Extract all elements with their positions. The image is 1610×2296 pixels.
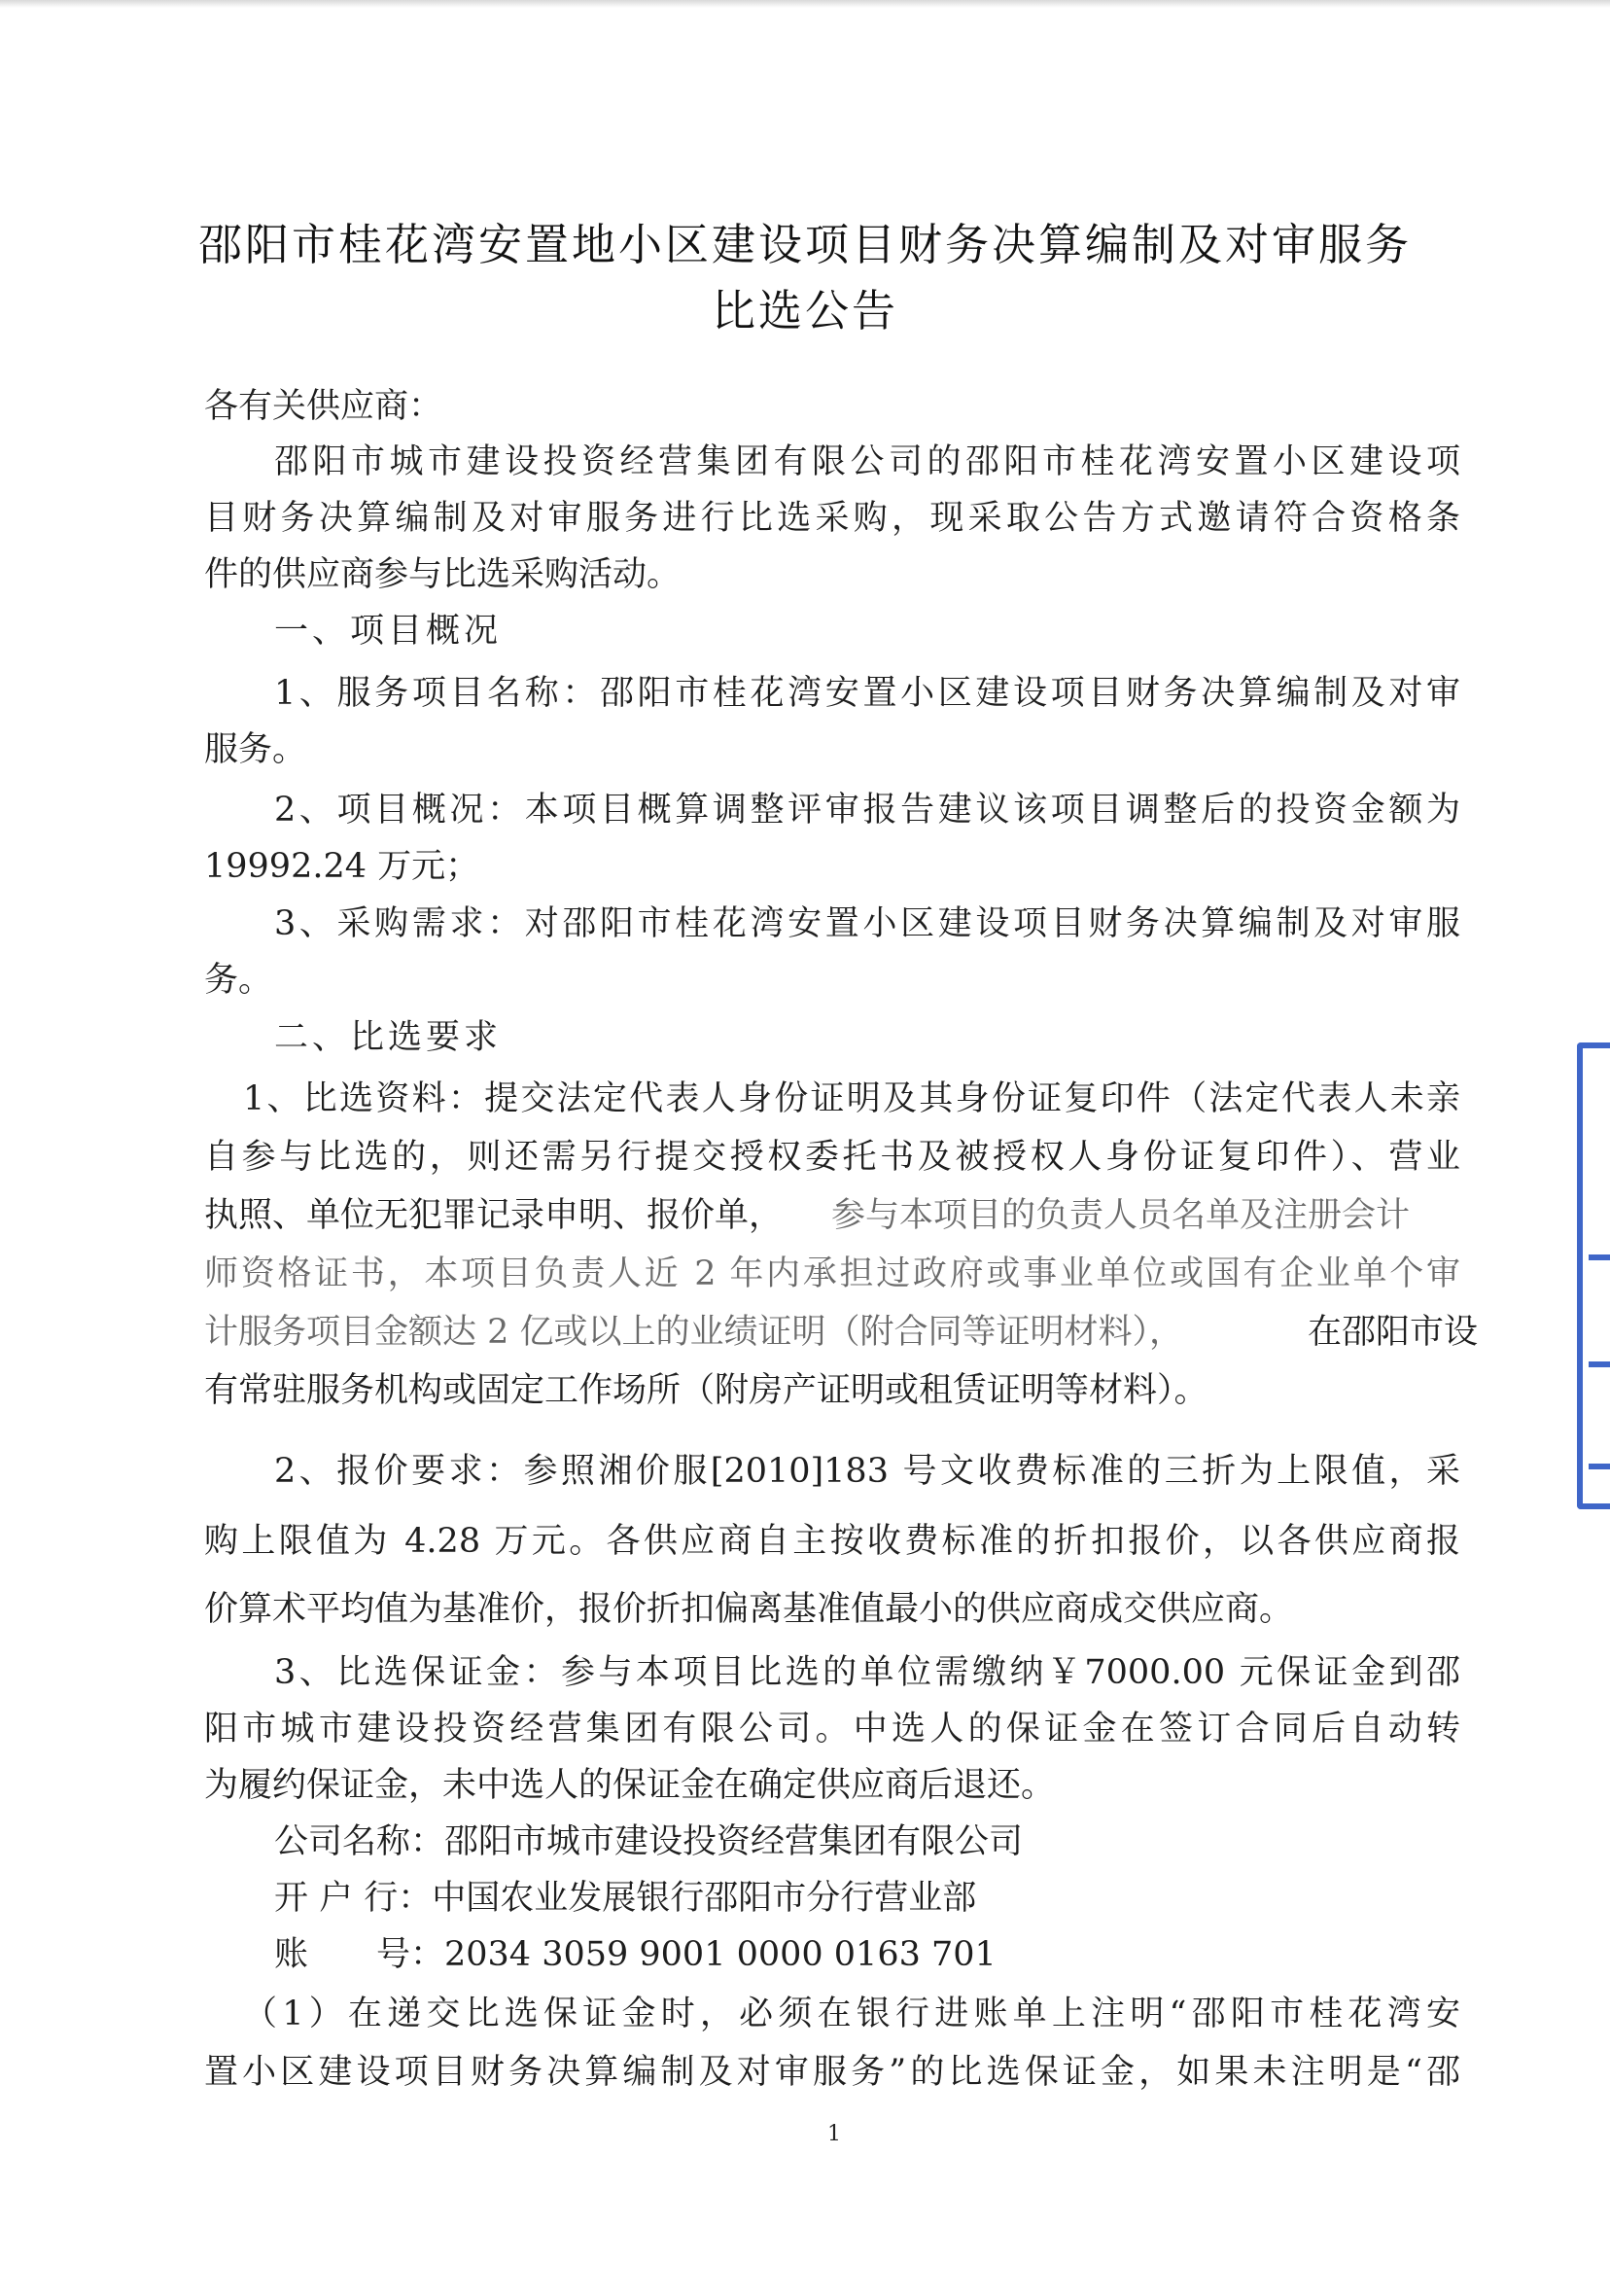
section2-item3-line: 3、比选保证金：参与本项目比选的单位需缴纳￥7000.00 元保证金到邵 <box>274 1653 1460 1692</box>
section2-item3-line: 为履约保证金，未中选人的保证金在确定供应商后退还。 <box>204 1766 1056 1805</box>
section2-item2-line: 购上限值为 4.28 万元。各供应商自主按收费标准的折扣报价，以各供应商报 <box>204 1522 1460 1561</box>
salutation: 各有关供应商： <box>204 387 443 426</box>
bank-account-number: 账 号：2034 3059 9001 0000 0163 701 <box>274 1935 997 1974</box>
intro-line: 件的供应商参与比选采购活动。 <box>204 555 682 594</box>
seal-stamp-edge <box>1577 1042 1610 1509</box>
section2-item1-line: 师资格证书，本项目负责人近 2 年内承担过政府或事业单位或国有企业单个审 <box>204 1254 1460 1293</box>
section1-item1-line: 1、服务项目名称：邵阳市桂花湾安置小区建设项目财务决算编制及对审 <box>274 674 1460 713</box>
section2-item1-line: 执照、单位无犯罪记录申明、报价单， <box>204 1196 784 1235</box>
section2-item1-line: 在邵阳市设 <box>1308 1313 1479 1352</box>
seal-stamp-mark <box>1589 1254 1610 1260</box>
bank-branch: 开 户 行：中国农业发展银行邵阳市分行营业部 <box>274 1879 977 1918</box>
section1-item3-line: 务。 <box>204 961 273 1000</box>
section2-item2-line: 价算术平均值为基准价，报价折扣偏离基准值最小的供应商成交供应商。 <box>204 1590 1294 1629</box>
section2-item1-line: 自参与比选的，则还需另行提交授权委托书及被授权人身份证复印件）、营业 <box>204 1138 1460 1177</box>
document-title-line1: 邵阳市桂花湾安置地小区建设项目财务决算编制及对审服务 <box>197 219 1412 270</box>
section2-item1-line: 计服务项目金额达 2 亿或以上的业绩证明（附合同等证明材料）， <box>204 1313 1184 1352</box>
intro-line: 邵阳市城市建设投资经营集团有限公司的邵阳市桂花湾安置小区建设项 <box>274 442 1460 481</box>
section1-item2-line: 19992.24 万元； <box>204 847 480 886</box>
section2-item2-line: 2、报价要求：参照湘价服[2010]183 号文收费标准的三折为上限值，采 <box>274 1452 1460 1491</box>
seal-stamp-mark <box>1589 1464 1610 1469</box>
section2-item3-line: 阳市城市建设投资经营集团有限公司。中选人的保证金在签订合同后自动转 <box>204 1710 1460 1748</box>
bank-company-name: 公司名称：邵阳市城市建设投资经营集团有限公司 <box>274 1822 1024 1861</box>
section1-item3-line: 3、采购需求：对邵阳市桂花湾安置小区建设项目财务决算编制及对审服 <box>274 904 1460 943</box>
section1-heading: 一、项目概况 <box>274 612 503 651</box>
section2-item1-line: 参与本项目的负责人员名单及注册会计 <box>831 1196 1411 1235</box>
section1-item2-line: 2、项目概况：本项目概算调整评审报告建议该项目调整后的投资金额为 <box>274 791 1460 830</box>
section2-note1-line: 置小区建设项目财务决算编制及对审服务”的比选保证金，如果未注明是“邵 <box>204 2053 1460 2092</box>
page-number: 1 <box>827 2122 841 2146</box>
scan-edge <box>0 0 1610 8</box>
section2-heading: 二、比选要求 <box>274 1018 503 1057</box>
section2-item1-line: 1、比选资料：提交法定代表人身份证明及其身份证复印件（法定代表人未亲 <box>243 1079 1460 1118</box>
document-title-line2: 比选公告 <box>711 285 898 336</box>
seal-stamp-mark <box>1589 1361 1610 1367</box>
section1-item1-line: 服务。 <box>204 730 307 769</box>
intro-line: 目财务决算编制及对审服务进行比选采购，现采取公告方式邀请符合资格条 <box>204 499 1460 538</box>
section2-note1-line: （1）在递交比选保证金时，必须在银行进账单上注明“邵阳市桂花湾安 <box>243 1995 1460 2033</box>
section2-item1-line: 有常驻服务机构或固定工作场所（附房产证明或租赁证明等材料）。 <box>204 1371 1208 1410</box>
